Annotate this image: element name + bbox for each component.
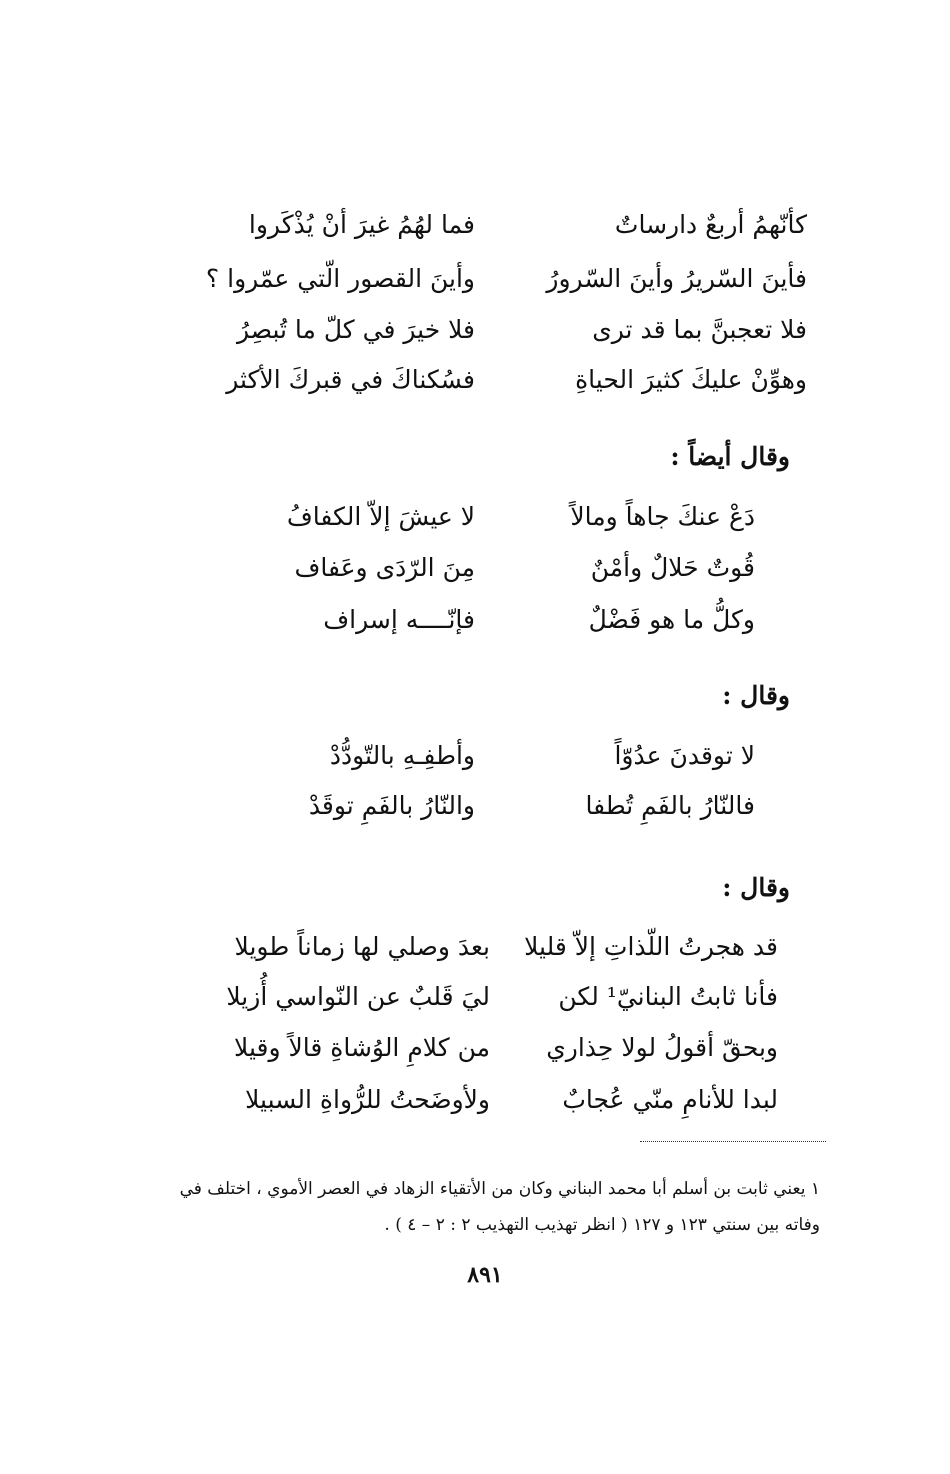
hemistich-second: فإنّــــه إسراف xyxy=(323,605,475,634)
hemistich-second: فسُكناكَ في قبركَ الأكثر xyxy=(226,365,475,394)
verse xyxy=(0,548,950,588)
footnote-separator xyxy=(640,1141,826,1142)
verse-intro: وقال أيضاً : xyxy=(670,442,790,471)
verse xyxy=(0,1080,950,1120)
hemistich-second: والنّارُ بالفَمِ توقَدْ xyxy=(308,791,475,820)
verse xyxy=(0,310,950,350)
hemistich-first: فالنّارُ بالفَمِ تُطفا xyxy=(585,791,755,820)
hemistich-first: دَعْ عنكَ جاهاً ومالاً xyxy=(570,502,755,531)
hemistich-second: ليَ قَلبٌ عن النّواسي أُزيلا xyxy=(226,982,490,1011)
hemistich-second: لا عيشَ إلاّ الكفافُ xyxy=(286,502,475,531)
hemistich-first: لا توقدنَ عدُوّاً xyxy=(614,741,755,770)
hemistich-first: وبحقّ أقولُ لولا حِذاري xyxy=(546,1033,778,1062)
hemistich-second: فلا خيرَ في كلّ ما تُبصِرُ xyxy=(236,315,475,344)
verse xyxy=(0,259,950,299)
verse xyxy=(0,205,950,245)
hemistich-first: فأينَ السّريرُ وأينَ السّرورُ xyxy=(546,264,807,293)
hemistich-first: فأنا ثابتُ البنانيّ¹ لكن xyxy=(558,982,778,1011)
hemistich-first: قد هجرتُ اللّذاتِ إلاّ قليلا xyxy=(524,932,778,961)
verse xyxy=(0,360,950,400)
verse xyxy=(0,927,950,967)
page-number: ٨٩١ xyxy=(467,1262,503,1288)
hemistich-second: ولأوضَحتُ للرُّواةِ السبيلا xyxy=(245,1085,490,1114)
verse xyxy=(0,736,950,776)
verse xyxy=(0,786,950,826)
hemistich-first: لبدا للأنامِ منّي عُجابٌ xyxy=(562,1085,778,1114)
verse-intro: وقال : xyxy=(722,681,790,710)
verse-intro: وقال : xyxy=(722,873,790,902)
hemistich-second: وأينَ القصور الّتي عمّروا ؟ xyxy=(205,264,475,293)
hemistich-second: مِنَ الرّدَى وعَفاف xyxy=(294,553,475,582)
verse xyxy=(0,977,950,1017)
hemistich-second: فما لهُمُ غيرَ أنْ يُذْكَروا xyxy=(248,210,475,239)
hemistich-second: بعدَ وصلي لها زماناً طويلا xyxy=(234,932,490,961)
hemistich-first: وهوِّنْ عليكَ كثيرَ الحياةِ xyxy=(575,365,807,394)
verse xyxy=(0,1028,950,1068)
verse xyxy=(0,600,950,640)
hemistich-first: وكلُّ ما هو فَضْلٌ xyxy=(588,605,755,634)
hemistich-first: كأنّهمُ أربعٌ دارساتٌ xyxy=(614,210,807,239)
hemistich-first: فلا تعجبنَّ بما قد ترى xyxy=(592,315,807,344)
hemistich-second: من كلامِ الوُشاةِ قالاً وقيلا xyxy=(234,1033,490,1062)
hemistich-first: قُوتٌ حَلالٌ وأمْنٌ xyxy=(590,553,755,582)
footnote-line: وفاته بين سنتي ١٢٣ و ١٢٧ ( انظر تهذيب التهذيب ٢ : ٢ – ٤ ) . xyxy=(384,1215,820,1235)
verse xyxy=(0,497,950,537)
hemistich-second: وأطفِـهِ بالتّودُّدْ xyxy=(329,741,475,770)
footnote-line: ١ يعني ثابت بن أسلم أبا محمد البناني وكان من الأتقياء الزهاد في العصر الأموي ، اختلف في xyxy=(179,1179,820,1199)
